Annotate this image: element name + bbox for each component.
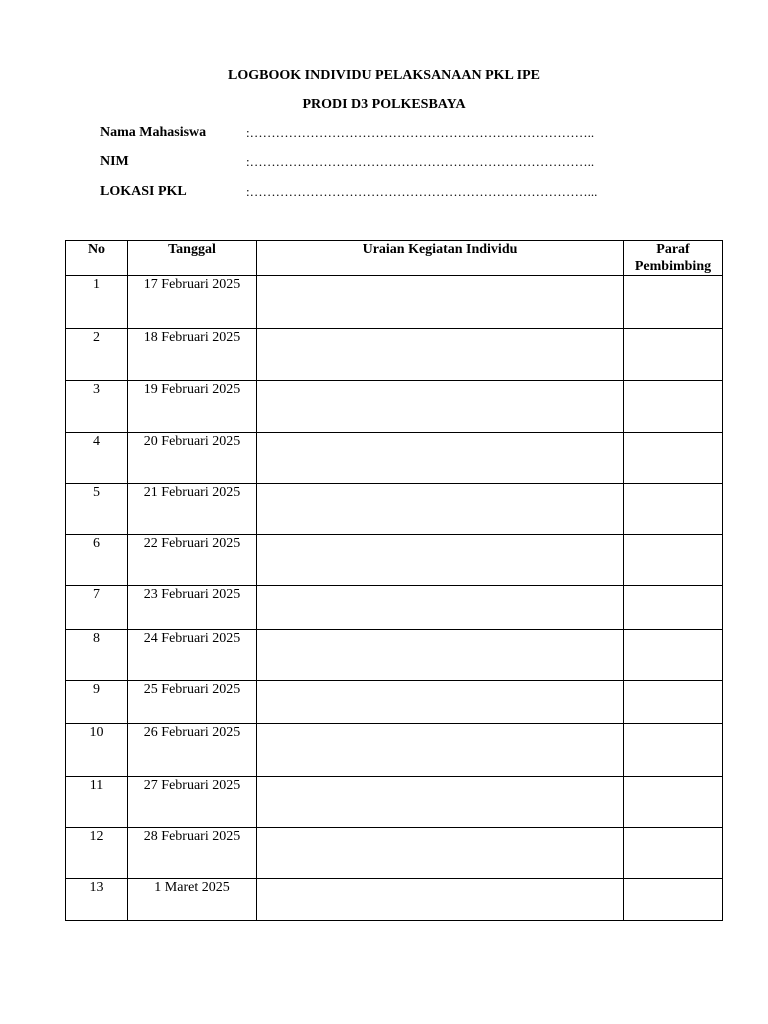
cell-paraf[interactable] — [624, 586, 723, 630]
cell-tanggal: 1 Maret 2025 — [128, 879, 257, 921]
cell-uraian[interactable] — [257, 276, 624, 329]
cell-no: 7 — [66, 586, 128, 630]
cell-no: 8 — [66, 630, 128, 681]
cell-no: 4 — [66, 433, 128, 484]
cell-paraf[interactable] — [624, 777, 723, 828]
cell-paraf[interactable] — [624, 828, 723, 879]
logbook-table — [65, 240, 723, 921]
cell-tanggal: 25 Februari 2025 — [128, 681, 257, 724]
cell-uraian[interactable] — [257, 777, 624, 828]
table-row — [66, 777, 723, 828]
cell-tanggal: 24 Februari 2025 — [128, 630, 257, 681]
cell-uraian[interactable] — [257, 484, 624, 535]
table-row — [66, 381, 723, 433]
table-row — [66, 586, 723, 630]
header-paraf-line1: Paraf — [656, 242, 690, 257]
header-tanggal: Tanggal — [128, 241, 257, 276]
cell-uraian[interactable] — [257, 381, 624, 433]
cell-tanggal: 18 Februari 2025 — [128, 329, 257, 381]
cell-uraian[interactable] — [257, 630, 624, 681]
header-uraian: Uraian Kegiatan Individu — [257, 241, 624, 276]
cell-paraf[interactable] — [624, 535, 723, 586]
cell-tanggal: 28 Februari 2025 — [128, 828, 257, 879]
document-subtitle: PRODI D3 POLKESBAYA — [302, 97, 466, 112]
cell-no: 9 — [66, 681, 128, 724]
cell-no: 5 — [66, 484, 128, 535]
table-row — [66, 630, 723, 681]
table-row — [66, 828, 723, 879]
cell-tanggal: 19 Februari 2025 — [128, 381, 257, 433]
cell-paraf[interactable] — [624, 630, 723, 681]
cell-tanggal: 21 Februari 2025 — [128, 484, 257, 535]
header-no: No — [66, 241, 128, 276]
cell-paraf[interactable] — [624, 276, 723, 329]
cell-no: 1 — [66, 276, 128, 329]
cell-no: 12 — [66, 828, 128, 879]
cell-tanggal: 20 Februari 2025 — [128, 433, 257, 484]
table-row — [66, 433, 723, 484]
cell-paraf[interactable] — [624, 681, 723, 724]
cell-no: 10 — [66, 724, 128, 777]
header-paraf-line2: Pembimbing — [634, 259, 712, 274]
field-label-lokasi-pkl: LOKASI PKL — [100, 184, 187, 199]
cell-no: 11 — [66, 777, 128, 828]
cell-uraian[interactable] — [257, 329, 624, 381]
table-row — [66, 329, 723, 381]
cell-tanggal: 17 Februari 2025 — [128, 276, 257, 329]
cell-paraf[interactable] — [624, 329, 723, 381]
cell-uraian[interactable] — [257, 879, 624, 921]
field-value-lokasi-pkl: :……………………………………………………………………... — [246, 184, 598, 199]
table-row — [66, 484, 723, 535]
table-header-row — [66, 241, 723, 276]
table-row — [66, 724, 723, 777]
field-value-nama-mahasiswa: :…………………………………………………………………….. — [246, 125, 595, 140]
table-row — [66, 535, 723, 586]
table-row — [66, 879, 723, 921]
cell-paraf[interactable] — [624, 879, 723, 921]
cell-uraian[interactable] — [257, 681, 624, 724]
cell-no: 6 — [66, 535, 128, 586]
table-row — [66, 681, 723, 724]
cell-uraian[interactable] — [257, 586, 624, 630]
cell-tanggal: 22 Februari 2025 — [128, 535, 257, 586]
field-value-nim: :…………………………………………………………………….. — [246, 154, 595, 169]
table-row — [66, 276, 723, 329]
header-paraf — [624, 241, 723, 276]
cell-paraf[interactable] — [624, 433, 723, 484]
cell-paraf[interactable] — [624, 381, 723, 433]
cell-uraian[interactable] — [257, 535, 624, 586]
cell-tanggal: 26 Februari 2025 — [128, 724, 257, 777]
cell-no: 13 — [66, 879, 128, 921]
cell-tanggal: 23 Februari 2025 — [128, 586, 257, 630]
cell-paraf[interactable] — [624, 484, 723, 535]
field-label-nim: NIM — [100, 154, 129, 169]
cell-no: 2 — [66, 329, 128, 381]
cell-tanggal: 27 Februari 2025 — [128, 777, 257, 828]
cell-uraian[interactable] — [257, 828, 624, 879]
cell-no: 3 — [66, 381, 128, 433]
cell-paraf[interactable] — [624, 724, 723, 777]
field-label-nama-mahasiswa: Nama Mahasiswa — [100, 125, 207, 140]
cell-uraian[interactable] — [257, 433, 624, 484]
cell-uraian[interactable] — [257, 724, 624, 777]
document-title: LOGBOOK INDIVIDU PELAKSANAAN PKL IPE — [228, 68, 540, 83]
